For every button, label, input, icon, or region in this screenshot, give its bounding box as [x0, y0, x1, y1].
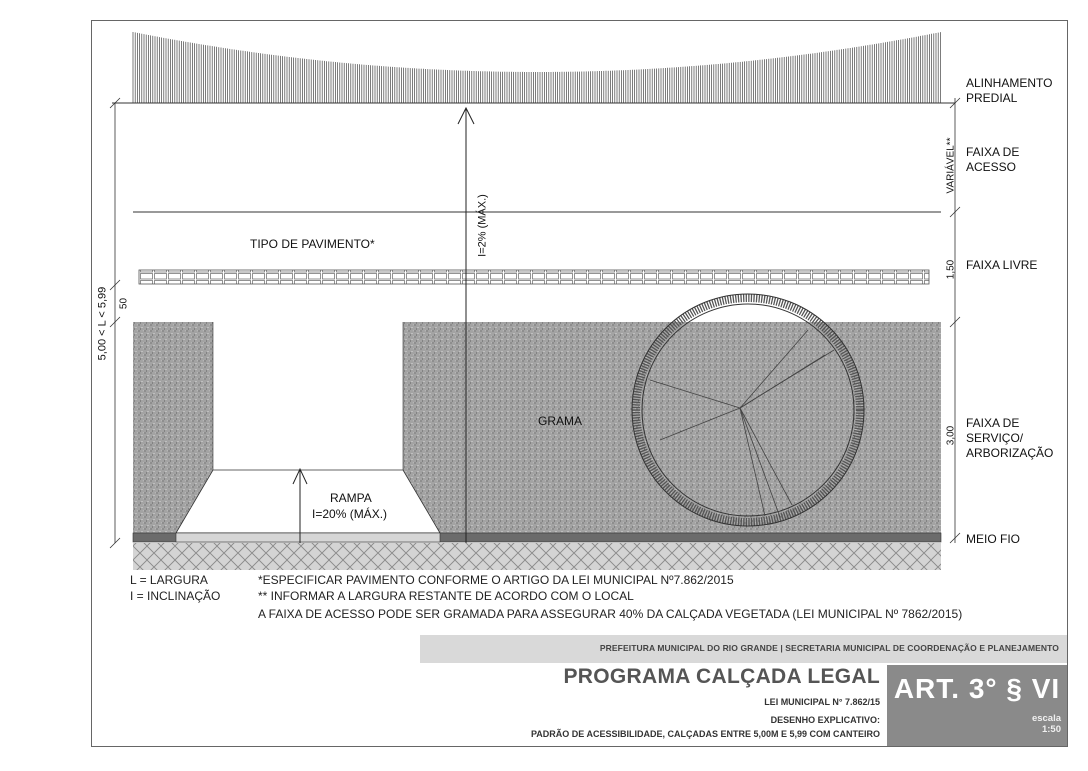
access-dimension-label: VARIÁVEL**: [945, 137, 957, 194]
building-alignment-hatch: [133, 32, 941, 103]
sidewalk-slope-label: I=2% (MÁX.): [476, 194, 489, 257]
ramp-surface: [176, 470, 440, 533]
free-dimension-label: 1,50: [945, 259, 957, 280]
zone-faixa-servico: FAIXA DE SERVIÇO/ ARBORIZAÇÃO: [966, 416, 1054, 460]
note-access-grass: A FAIXA DE ACESSO PODE SER GRAMADA PARA ASSEGURAR 40% DA CALÇADA VEGETADA (LEI MUNICIPAL Nº 7862/2015): [258, 607, 963, 621]
ramp-slope-label: I=20% (MÁX.): [312, 507, 388, 521]
article-box: [887, 665, 1067, 746]
zone-alinhamento-predial: ALINHAMENTO PREDIAL: [966, 76, 1053, 105]
zone-faixa-livre: FAIXA LIVRE: [966, 258, 1038, 272]
ramp-cutout: [213, 322, 403, 470]
note-pavement: *ESPECIFICAR PAVIMENTO CONFORME O ARTIGO DA LEI MUNICIPAL Nº7.862/2015: [258, 573, 734, 587]
zone-faixa-acesso: FAIXA DE ACESSO: [966, 145, 1020, 174]
program-title: PROGRAMA CALÇADA LEGAL: [563, 665, 880, 688]
scale-box: [1032, 713, 1061, 735]
law-reference: LEI MUNICIPAL N° 7.862/15: [764, 697, 880, 707]
pavement-strip: [139, 270, 929, 284]
scale-value: 1:50: [1041, 724, 1061, 735]
standard-description: PADRÃO DE ACESSIBILIDADE, CALÇADAS ENTRE 5,00M E 5,99 COM CANTEIRO: [530, 729, 880, 739]
agency-bar: [420, 635, 1067, 663]
grass-label: GRAMA: [538, 414, 583, 428]
drawing-type: DESENHO EXPLICATIVO:: [770, 715, 880, 725]
curb-lowered: [176, 533, 440, 542]
zone-meio-fio: MEIO FIO: [966, 532, 1020, 546]
total-dimension-label: 5,00 < L < 5,99: [96, 286, 109, 361]
article-label: ART. 3° § VI: [893, 673, 1061, 704]
note-width: ** INFORMAR A LARGURA RESTANTE DE ACORDO COM O LOCAL: [258, 589, 634, 603]
pavement-type-label: TIPO DE PAVIMENTO*: [250, 237, 375, 251]
street-paving: [133, 543, 941, 570]
fifty-dimension-label: 50: [118, 297, 130, 310]
service-dimension-label: 3,00: [945, 425, 957, 446]
legend-l: L = LARGURA: [130, 573, 208, 587]
legend-i: I = INCLINAÇÃO: [130, 589, 221, 603]
ramp-label: RAMPA: [330, 491, 372, 505]
scale-label: escala: [1031, 713, 1061, 724]
agency-text: PREFEITURA MUNICIPAL DO RIO GRANDE | SECRETARIA MUNICIPAL DE COORDENAÇÃO E PLANEJAMENTO: [599, 643, 1059, 653]
